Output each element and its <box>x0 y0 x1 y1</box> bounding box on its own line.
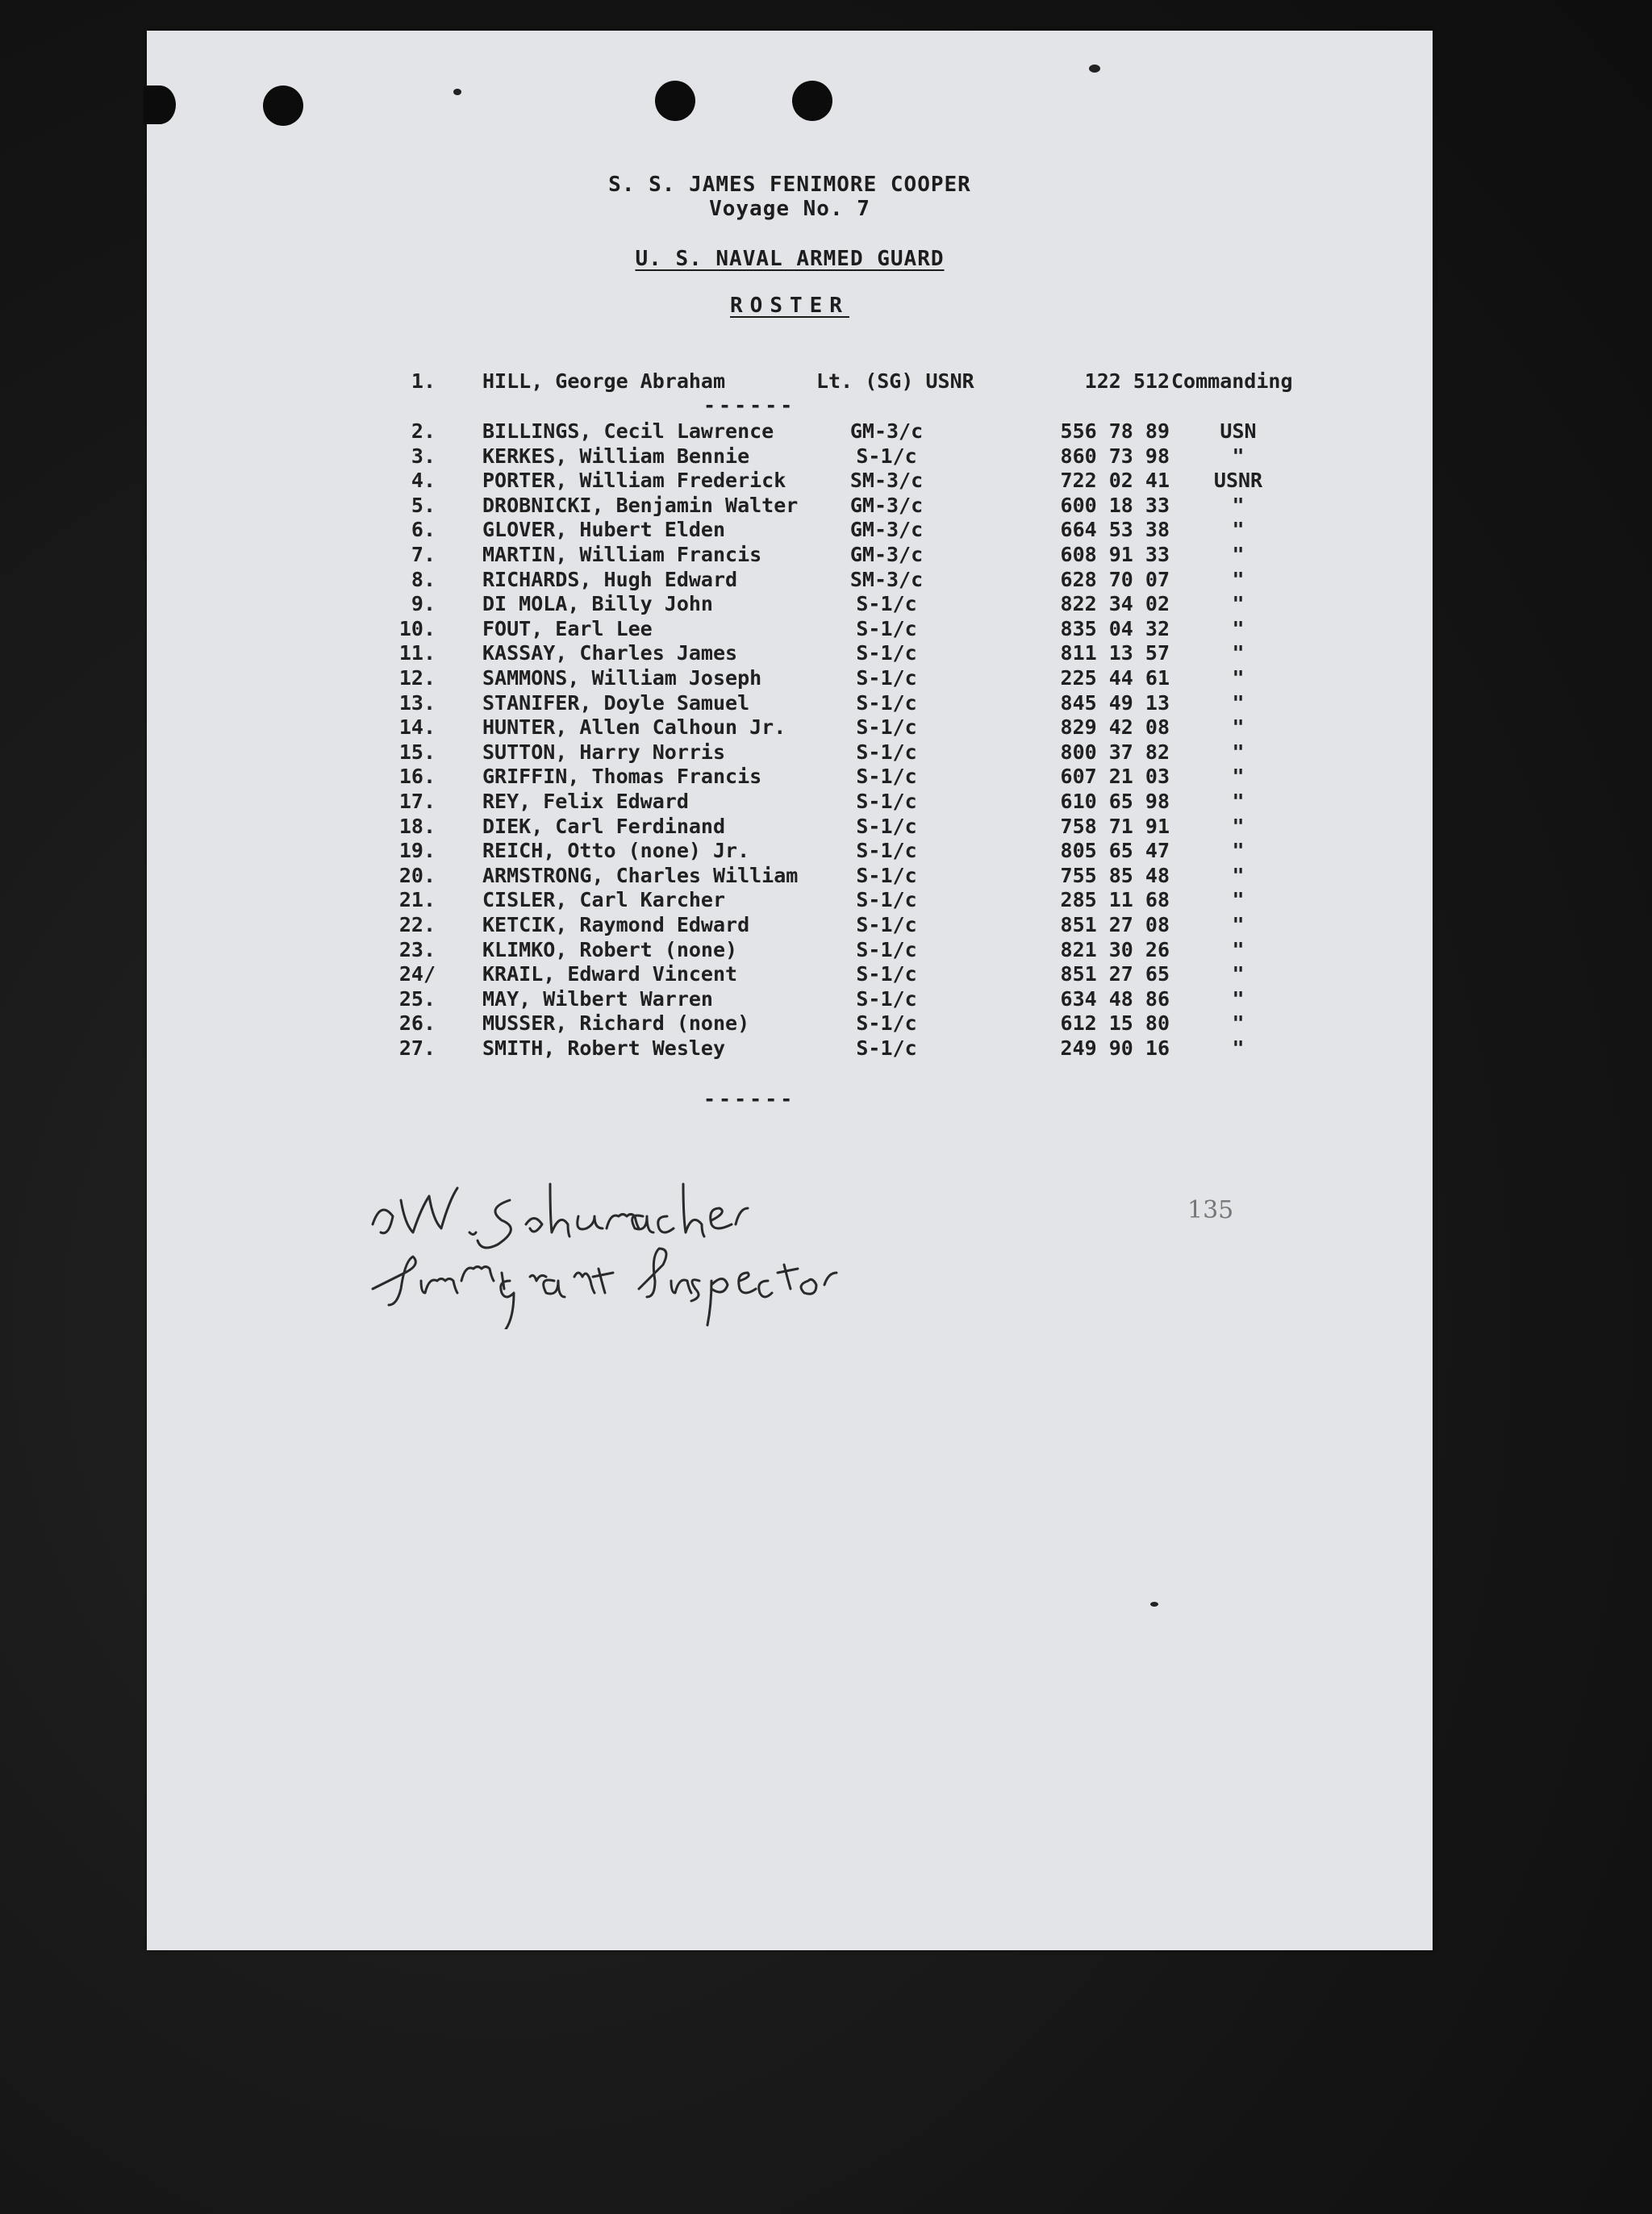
entry-rate: S-1/c <box>856 641 917 665</box>
entry-name: GRIFFIN, Thomas Francis <box>482 765 762 789</box>
entry-service-number: 829 42 08 <box>1060 715 1170 740</box>
entry-number: 16. <box>398 765 436 789</box>
entry-note: " <box>1232 790 1245 813</box>
separator-top: ------ <box>703 394 796 417</box>
entry-service-number: 811 13 57 <box>1060 641 1170 665</box>
entry-name: HUNTER, Allen Calhoun Jr. <box>482 715 786 740</box>
entry-number: 10. <box>398 616 436 640</box>
roster-row <box>147 864 1433 888</box>
entry-rate: S-1/c <box>856 790 917 813</box>
entry-note: " <box>1232 518 1245 542</box>
entry-service-number: 249 90 16 <box>1060 1036 1170 1060</box>
entry-rate: SM-3/c <box>849 567 924 591</box>
entry-name: MAY, Wilbert Warren <box>482 986 713 1011</box>
entry-number: 19. <box>398 839 436 863</box>
entry-name: MUSSER, Richard (none) <box>482 1011 750 1036</box>
entry-rate: S-1/c <box>856 1011 917 1036</box>
roster-row <box>147 815 1433 839</box>
entry-name: KASSAY, Charles James <box>482 641 738 665</box>
entry-number: 1. <box>411 369 436 393</box>
roster-row <box>147 987 1433 1011</box>
entry-number: 21. <box>398 888 436 912</box>
roster-row <box>147 962 1433 986</box>
speck <box>1089 65 1100 73</box>
roster-row <box>147 641 1433 665</box>
entry-rate: S-1/c <box>856 839 917 863</box>
roster-row <box>147 765 1433 789</box>
entry-service-number: 664 53 38 <box>1060 518 1170 542</box>
voyage-number: Voyage No. 7 <box>709 197 870 221</box>
entry-service-number: 851 27 08 <box>1060 913 1170 936</box>
entry-name: HILL, George Abraham <box>482 369 726 393</box>
entry-service-number: 600 18 33 <box>1060 493 1170 517</box>
entry-name: SAMMONS, William Joseph <box>482 666 762 690</box>
entry-name: DROBNICKI, Benjamin Walter <box>482 493 799 517</box>
roster-row <box>147 469 1433 493</box>
entry-name: GLOVER, Hubert Elden <box>482 518 726 542</box>
entry-number: 23. <box>398 937 436 961</box>
entry-note: " <box>1232 493 1245 517</box>
roster-title: ROSTER <box>730 294 849 318</box>
entry-rate: GM-3/c <box>849 493 924 517</box>
entry-note: " <box>1232 567 1245 591</box>
entry-note: " <box>1232 444 1245 468</box>
entry-note: " <box>1232 814 1245 838</box>
entry-service-number: 822 34 02 <box>1060 592 1170 616</box>
roster-row <box>147 617 1433 641</box>
roster-row <box>147 666 1433 690</box>
entry-rate: GM-3/c <box>849 518 924 542</box>
entry-note: " <box>1232 666 1245 690</box>
entry-name: KLIMKO, Robert (none) <box>482 937 738 961</box>
entry-note: " <box>1232 715 1245 740</box>
entry-service-number: 612 15 80 <box>1060 1011 1170 1036</box>
entry-number: 7. <box>411 543 436 566</box>
entry-name: STANIFER, Doyle Samuel <box>482 690 750 715</box>
entry-service-number: 610 65 98 <box>1060 790 1170 813</box>
handwritten-signature <box>357 1168 937 1329</box>
entry-note: " <box>1232 962 1245 986</box>
entry-rate: S-1/c <box>856 814 917 838</box>
entry-rate: GM-3/c <box>849 419 924 443</box>
roster-row <box>147 568 1433 592</box>
entry-number: 4. <box>411 469 436 493</box>
entry-number: 5. <box>411 493 436 517</box>
entry-note: " <box>1232 543 1245 566</box>
entry-note: " <box>1232 616 1245 640</box>
entry-service-number: 122 512 <box>1084 369 1170 393</box>
roster-row <box>147 419 1433 444</box>
entry-name: PORTER, William Frederick <box>482 469 786 493</box>
entry-name: RICHARDS, Hugh Edward <box>482 567 738 591</box>
entry-service-number: 851 27 65 <box>1060 962 1170 986</box>
entry-name: KETCIK, Raymond Edward <box>482 913 750 936</box>
entry-note: " <box>1232 641 1245 665</box>
entry-rate: S-1/c <box>856 592 917 616</box>
entry-rate: Lt. (SG) USNR <box>816 369 974 393</box>
entry-rate: S-1/c <box>856 1036 917 1060</box>
roster-row-commander <box>147 369 1433 394</box>
roster-row <box>147 1036 1433 1061</box>
page-stamp-number: 135 <box>1187 1196 1234 1224</box>
roster-row <box>147 715 1433 740</box>
roster-row <box>147 913 1433 937</box>
entry-number: 15. <box>398 740 436 764</box>
entry-number: 22. <box>398 913 436 936</box>
entry-name: FOUT, Earl Lee <box>482 616 653 640</box>
entry-service-number: 225 44 61 <box>1060 666 1170 690</box>
entry-name: DIEK, Carl Ferdinand <box>482 814 726 838</box>
entry-note: " <box>1232 863 1245 887</box>
punch-hole-left <box>144 85 176 124</box>
entry-number: 26. <box>398 1011 436 1036</box>
entry-rate: S-1/c <box>856 715 917 740</box>
entry-service-number: 800 37 82 <box>1060 740 1170 764</box>
entry-number: 27. <box>398 1036 436 1060</box>
entry-service-number: 722 02 41 <box>1060 469 1170 493</box>
roster-row <box>147 444 1433 469</box>
roster-row <box>147 543 1433 567</box>
entry-rate: S-1/c <box>856 765 917 789</box>
entry-name: BILLINGS, Cecil Lawrence <box>482 419 774 443</box>
entry-number: 17. <box>398 790 436 813</box>
entry-note: " <box>1232 1011 1245 1036</box>
entry-note: " <box>1232 765 1245 789</box>
speck <box>453 89 461 95</box>
entry-service-number: 608 91 33 <box>1060 543 1170 566</box>
ship-name: S. S. JAMES FENIMORE COOPER <box>608 173 971 197</box>
entry-service-number: 835 04 32 <box>1060 616 1170 640</box>
entry-name: MARTIN, William Francis <box>482 543 762 566</box>
punch-hole-2 <box>655 81 695 121</box>
entry-rate: S-1/c <box>856 986 917 1011</box>
entry-name: ARMSTRONG, Charles William <box>482 863 799 887</box>
entry-number: 14. <box>398 715 436 740</box>
entry-number: 8. <box>411 567 436 591</box>
entry-service-number: 845 49 13 <box>1060 690 1170 715</box>
entry-name: KERKES, William Bennie <box>482 444 750 468</box>
entry-rate: GM-3/c <box>849 543 924 566</box>
entry-rate: S-1/c <box>856 962 917 986</box>
entry-name: CISLER, Carl Karcher <box>482 888 726 912</box>
entry-rate: S-1/c <box>856 913 917 936</box>
entry-note: USN <box>1220 419 1257 443</box>
roster-row <box>147 839 1433 863</box>
entry-rate: S-1/c <box>856 690 917 715</box>
roster-row <box>147 740 1433 765</box>
entry-name: REICH, Otto (none) Jr. <box>482 839 750 863</box>
entry-note: " <box>1232 1036 1245 1060</box>
entry-service-number: 628 70 07 <box>1060 567 1170 591</box>
entry-note: " <box>1232 986 1245 1011</box>
entry-note: " <box>1232 839 1245 863</box>
entry-service-number: 821 30 26 <box>1060 937 1170 961</box>
entry-service-number: 285 11 68 <box>1060 888 1170 912</box>
entry-service-number: 805 65 47 <box>1060 839 1170 863</box>
entry-number: 12. <box>398 666 436 690</box>
entry-number: 18. <box>398 814 436 838</box>
entry-number: 9. <box>411 592 436 616</box>
separator-bottom: ------ <box>703 1087 796 1111</box>
entry-number: 20. <box>398 863 436 887</box>
entry-rate: S-1/c <box>856 888 917 912</box>
entry-service-number: 758 71 91 <box>1060 814 1170 838</box>
entry-rate: S-1/c <box>856 937 917 961</box>
entry-service-number: 755 85 48 <box>1060 863 1170 887</box>
entry-name: SMITH, Robert Wesley <box>482 1036 726 1060</box>
entry-note: " <box>1232 690 1245 715</box>
entry-number: 11. <box>398 641 436 665</box>
entry-rate: S-1/c <box>856 616 917 640</box>
entry-note: USNR <box>1213 469 1263 493</box>
punch-hole-1 <box>263 85 303 126</box>
punch-hole-3 <box>792 81 832 121</box>
entry-name: DI MOLA, Billy John <box>482 592 713 616</box>
entry-service-number: 556 78 89 <box>1060 419 1170 443</box>
roster-row <box>147 518 1433 542</box>
speck <box>1150 1602 1158 1607</box>
roster-row <box>147 1011 1433 1036</box>
entry-number: 3. <box>411 444 436 468</box>
entry-number: 2. <box>411 419 436 443</box>
entry-rate: S-1/c <box>856 666 917 690</box>
entry-rate: S-1/c <box>856 863 917 887</box>
entry-service-number: 607 21 03 <box>1060 765 1170 789</box>
roster-row <box>147 888 1433 912</box>
entry-name: REY, Felix Edward <box>482 790 689 813</box>
roster-row <box>147 592 1433 616</box>
entry-note: " <box>1232 740 1245 764</box>
entry-note: Commanding <box>1171 369 1293 393</box>
entry-rate: S-1/c <box>856 444 917 468</box>
entry-number: 24/ <box>398 962 436 986</box>
roster-row <box>147 790 1433 814</box>
entry-note: " <box>1232 888 1245 912</box>
entry-rate: S-1/c <box>856 740 917 764</box>
entry-rate: SM-3/c <box>849 469 924 493</box>
entry-service-number: 634 48 86 <box>1060 986 1170 1011</box>
unit-title: U. S. NAVAL ARMED GUARD <box>635 247 945 271</box>
entry-name: SUTTON, Harry Norris <box>482 740 726 764</box>
entry-number: 13. <box>398 690 436 715</box>
entry-note: " <box>1232 913 1245 936</box>
roster-row <box>147 691 1433 715</box>
entry-note: " <box>1232 592 1245 616</box>
entry-note: " <box>1232 937 1245 961</box>
roster-row <box>147 494 1433 518</box>
entry-name: KRAIL, Edward Vincent <box>482 962 738 986</box>
entry-number: 25. <box>398 986 436 1011</box>
entry-number: 6. <box>411 518 436 542</box>
roster-row <box>147 938 1433 962</box>
roster-page <box>147 31 1433 1950</box>
entry-service-number: 860 73 98 <box>1060 444 1170 468</box>
